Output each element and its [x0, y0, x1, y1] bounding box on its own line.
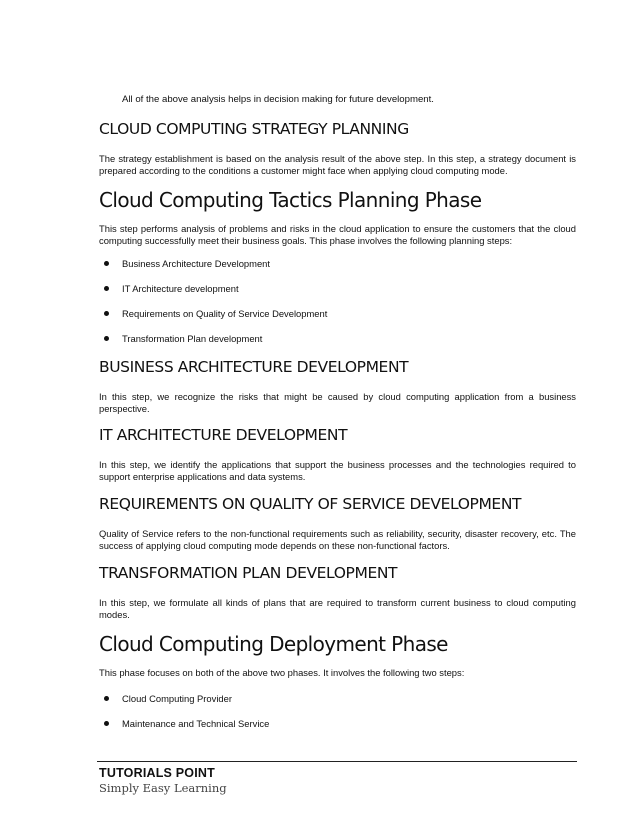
bullet-icon [104, 286, 109, 291]
list-item [99, 718, 576, 743]
paragraph-business-architecture: In this step, we recognize the risks that might be caused by cloud computing application from a business perspective. [99, 391, 576, 415]
bullet-icon [104, 696, 109, 701]
heading-quality-of-service: REQUIREMENTS ON QUALITY OF SERVICE DEVELOPMENT [99, 495, 522, 513]
bullet-icon [104, 336, 109, 341]
list-item-label: Requirements on Quality of Service Development [122, 308, 328, 319]
deployment-bullet-list [99, 693, 576, 743]
intro-line: All of the above analysis helps in decision making for future development. [122, 94, 434, 105]
paragraph-it-architecture: In this step, we identify the applications that support the business processes and the technologies required to support enterprise applications and data systems. [99, 459, 576, 483]
footer-brand: TUTORIALS POINT [99, 766, 215, 780]
paragraph-quality-of-service: Quality of Service refers to the non-functional requirements such as reliability, security, disaster recovery, etc. The success of applying cloud computing mode depends on these non-functional factors. [99, 528, 576, 552]
paragraph-deployment-phase: This phase focuses on both of the above two phases. It involves the following two steps: [99, 667, 465, 678]
bullet-icon [104, 261, 109, 266]
heading-deployment-phase: Cloud Computing Deployment Phase [99, 632, 448, 656]
list-item [99, 283, 576, 308]
list-item-label: Business Architecture Development [122, 258, 270, 269]
list-item [99, 258, 576, 283]
heading-strategy-planning: CLOUD COMPUTING STRATEGY PLANNING [99, 120, 409, 138]
heading-transformation-plan: TRANSFORMATION PLAN DEVELOPMENT [99, 564, 398, 582]
list-item [99, 308, 576, 333]
list-item-label: Maintenance and Technical Service [122, 718, 270, 729]
list-item-label: Transformation Plan development [122, 333, 263, 344]
bullet-icon [104, 721, 109, 726]
paragraph-transformation-plan: In this step, we formulate all kinds of plans that are required to transform current business to cloud computing modes. [99, 597, 576, 621]
list-item-label: Cloud Computing Provider [122, 693, 232, 704]
heading-tactics-planning-phase: Cloud Computing Tactics Planning Phase [99, 188, 482, 212]
footer-divider [97, 761, 577, 762]
paragraph-strategy-planning: The strategy establishment is based on the analysis result of the above step. In this step, a strategy document is prepared according to the conditions a customer might face when applying cloud computing mode. [99, 153, 576, 177]
paragraph-tactics-planning-phase: This step performs analysis of problems and risks in the cloud application to ensure the customers that the cloud computing successfully meet their business goals. This phase involves the following planning steps: [99, 223, 576, 247]
tactics-bullet-list [99, 258, 576, 358]
heading-business-architecture: BUSINESS ARCHITECTURE DEVELOPMENT [99, 358, 409, 376]
list-item-label: IT Architecture development [122, 283, 239, 294]
footer-tagline: Simply Easy Learning [99, 781, 227, 795]
list-item [99, 693, 576, 718]
list-item [99, 333, 576, 358]
heading-it-architecture: IT ARCHITECTURE DEVELOPMENT [99, 426, 348, 444]
bullet-icon [104, 311, 109, 316]
